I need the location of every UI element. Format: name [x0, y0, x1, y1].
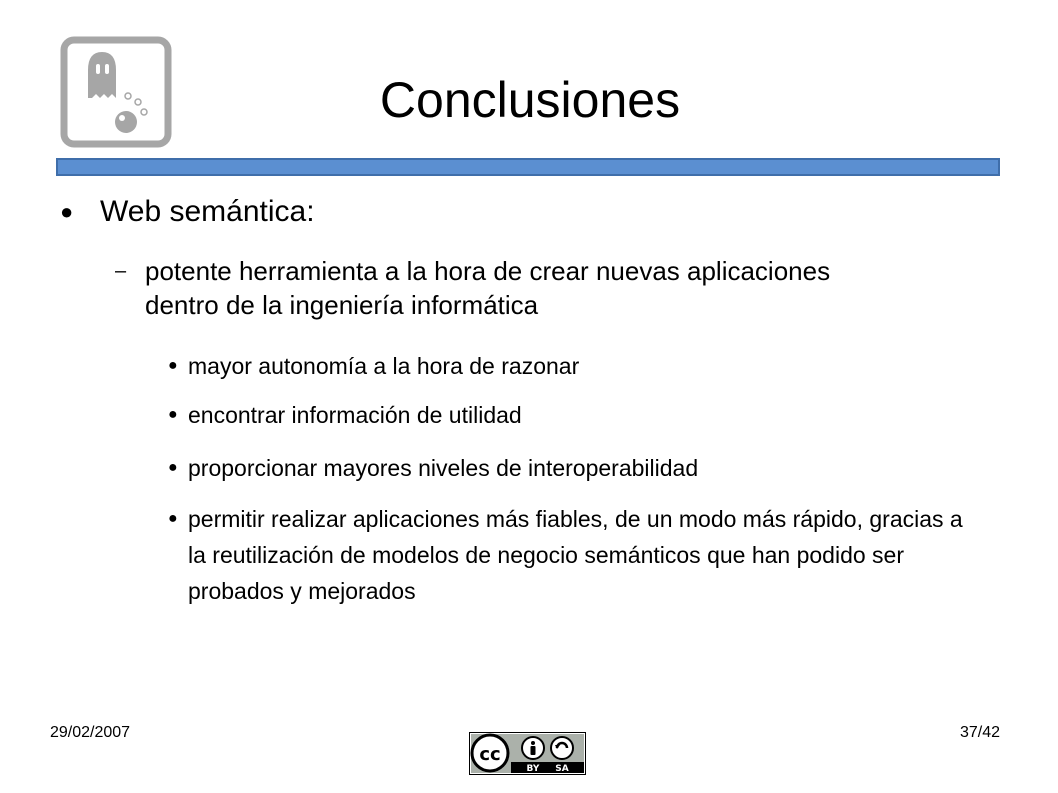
svg-text:cc: cc	[479, 744, 501, 765]
slide-title: Conclusiones	[379, 72, 681, 128]
dash-bullet-icon: –	[115, 260, 127, 282]
list-item-text: proporcionar mayores niveles de interoperabilidad	[188, 455, 699, 481]
ghost-logo-icon	[60, 36, 172, 148]
list-item-text: encontrar información de utilidad	[188, 402, 522, 428]
bullet-dot-icon: ●	[168, 406, 178, 423]
bullet-dot-icon: ●	[168, 357, 178, 374]
list-item-text: mayor autonomía a la hora de razonar	[188, 353, 580, 379]
bullet-dot-icon: ●	[168, 459, 178, 476]
page-number: 37/42	[959, 724, 1000, 741]
bullet-dot-icon: ●	[60, 199, 74, 224]
creative-commons-by-sa-icon[interactable]	[469, 732, 586, 775]
list-item-text: permitir realizar aplicaciones más fiables, de un modo más rápido, gracias a la reutilización de modelos de negocio semánticos que han podido ser probados y mejorados	[188, 506, 963, 604]
bullet-dot-icon: ●	[168, 510, 178, 527]
bullet-heading: Web semántica:	[100, 195, 315, 228]
title-divider-bar	[56, 158, 1000, 176]
footer-date: 29/02/2007	[50, 724, 131, 741]
cc-by-label: BY	[526, 764, 540, 774]
cc-sa-label: SA	[555, 764, 569, 774]
sub-bullet-text: potente herramienta a la hora de crear nuevas aplicaciones dentro de la ingeniería informática	[145, 256, 831, 320]
